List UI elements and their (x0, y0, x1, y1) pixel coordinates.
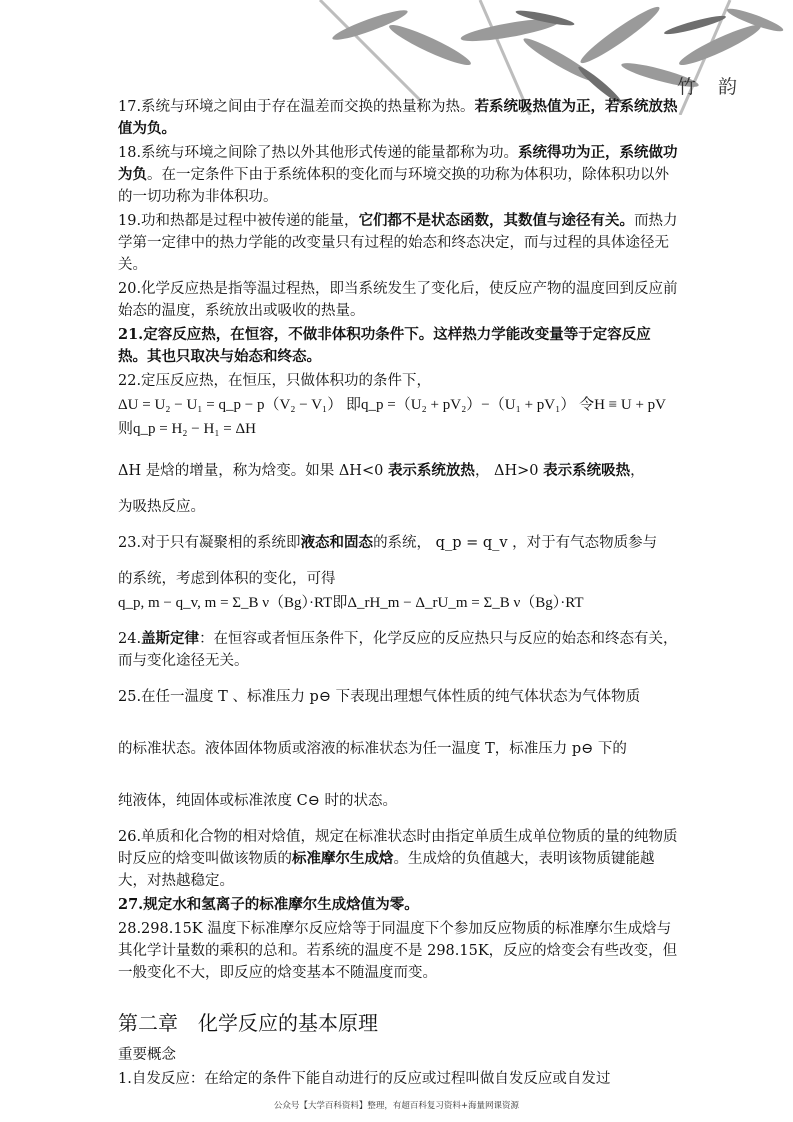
item-19: 19.功和热都是过程中被传递的能量，它们都不是状态函数，其数值与途径有关。而热力学第一定律中的热力学能的改变量只有过程的始态和终态决定，而与过程的具体途径无关。 (118, 212, 678, 273)
item-24: 24.盖斯定律：在恒容或者恒压条件下，化学反应的反应热只与反应的始态和终态有关，而与变化途径无关。 (118, 630, 678, 669)
page-footer: 公众号【大学百科资料】整理，有超百科复习资料+海量网课资源 (273, 1101, 520, 1111)
equation-23: q_p, m − q_v, m = Σ_B ν（Bg）·RT即Δ_rH_m − Δ_rU_m = Σ_B ν（Bg）·RT (118, 595, 584, 611)
item-27: 27.规定水和氢离子的标准摩尔生成焓值为零。 (118, 896, 419, 913)
item-25-line1: 25.在任一温度 T 、标准压力 p⊖ 下表现出理想气体性质的纯气体状态为气体物质 (118, 689, 641, 705)
item-28: 28.298.15K 温度下标准摩尔反应焓等于同温度下个参加反应物质的标准摩尔生成焓与其化学计量数的乘积的总和。若系统的温度不是 298.15K，反应的焓变会有些改变，但一般变化不大，即反应的焓变基本不随温度而变。 (118, 921, 678, 981)
item-25-line3: 纯液体，纯固体或标准浓度 C⊖ 时的状态。 (118, 793, 397, 809)
item-25-line2: 的标准状态。液体固体物质或溶液的标准状态为任一温度 T，标准压力 p⊖ 下的 (118, 741, 627, 757)
item-delta-h-2: 为吸热反应。 (118, 499, 205, 515)
concept-1: 1.自发反应：在给定的条件下能自动进行的反应或过程叫做自发反应或自发过 (118, 1071, 611, 1087)
item-17: 17.系统与环境之间由于存在温差而交换的热量称为热。若系统吸热值为正，若系统放热值为负。 (118, 98, 678, 137)
chapter-title: 第二章 化学反应的基本原理 (118, 1011, 378, 1035)
equation-22b: 则q_p = H₂ − H₁ = ΔH (118, 421, 256, 437)
item-delta-h: ΔH 是焓的增量，称为焓变。如果 ΔH<0 表示系统放热， ΔH>0 表示系统吸热， (118, 462, 645, 479)
item-23-cont: 的系统，考虑到体积的变化，可得 (118, 571, 336, 587)
item-18: 18.系统与环境之间除了热以外其他形式传递的能量都称为功。系统得功为正，系统做功为负。在一定条件下由于系统体积的变化而与环境交换的功称为体积功，除体积功以外的一切功称为非体积功。 (118, 144, 678, 205)
item-22: 22.定压反应热，在恒压，只做体积功的条件下， (118, 373, 432, 389)
item-21: 21.定容反应热，在恒容，不做非体积功条件下。这样热力学能改变量等于定容反应热。其也只取决与始态和终态。 (118, 326, 651, 365)
item-26: 26.单质和化合物的相对焓值，规定在标准状态时由指定单质生成单位物质的量的纯物质时反应的焓变叫做该物质的标准摩尔生成焓。生成焓的负值越大，表明该物质键能越大，对热越稳定。 (118, 829, 678, 889)
brand-title: 竹 韵 (676, 76, 745, 98)
item-23: 23.对于只有凝聚相的系统即液态和固态的系统， q_p = q_v ，对于有气态物质参与 (118, 534, 658, 551)
document-body (118, 96, 678, 1092)
section-heading: 重要概念 (118, 1047, 176, 1063)
equation-22a: ΔU = U₂ − U₁ = q_p − p（V₂ − V₁） 即q_p =（U₂ + pV₂）−（U₁ + pV₁） 令H ≡ U + pV (118, 397, 667, 413)
item-20: 20.化学反应热是指等温过程热，即当系统发生了变化后，使反应产物的温度回到反应前始态的温度，系统放出或吸收的热量。 (118, 281, 678, 319)
